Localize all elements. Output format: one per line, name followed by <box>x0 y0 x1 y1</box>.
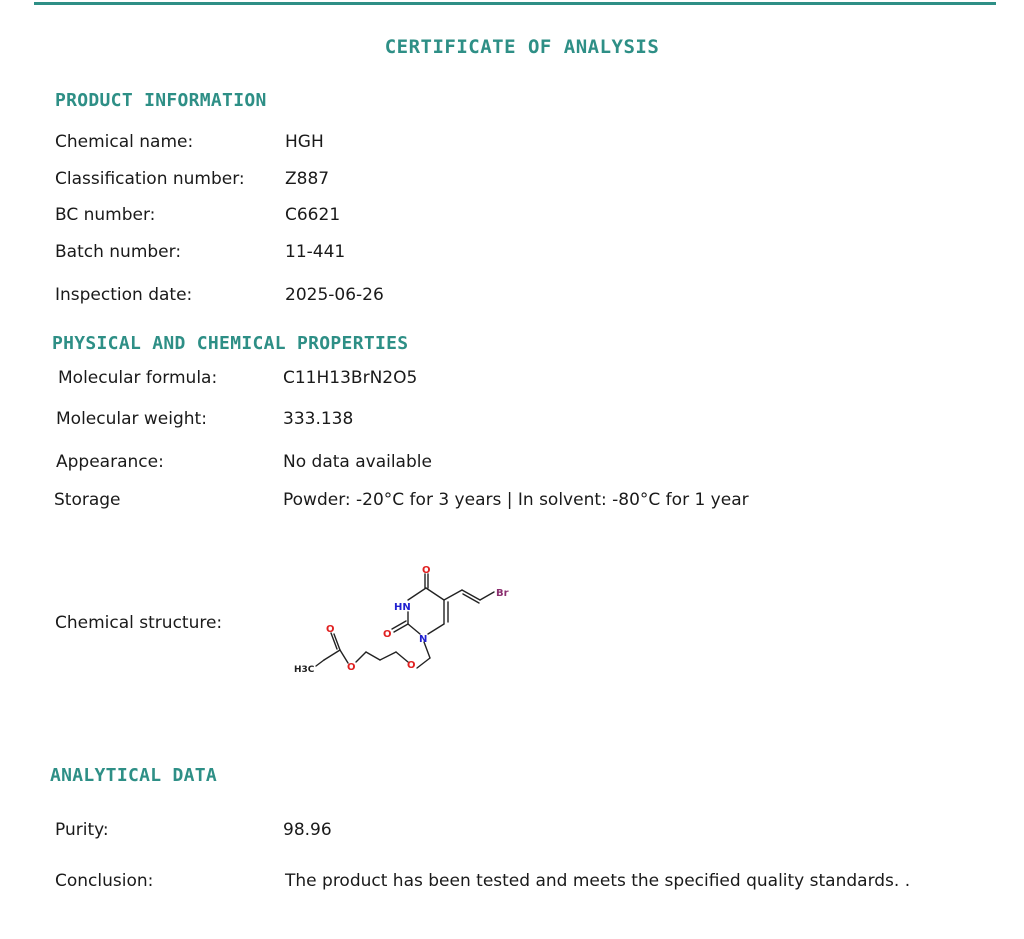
molecular-weight-label: Molecular weight: <box>56 409 207 429</box>
classification-number-value: Z887 <box>285 169 330 189</box>
atom-o-ester-carbonyl: O <box>326 624 335 635</box>
chemical-name-value: HGH <box>285 132 324 152</box>
chemical-structure-diagram <box>282 560 522 690</box>
atom-n: N <box>419 634 428 645</box>
atom-o-carbonyl: O <box>383 629 392 640</box>
molecular-formula-value: C11H13BrN2O5 <box>283 368 418 388</box>
atom-o-ether: O <box>407 660 416 671</box>
section-heading-product-information: PRODUCT INFORMATION <box>55 90 267 111</box>
classification-number-label: Classification number: <box>55 169 245 189</box>
atom-hn: HN <box>394 602 411 613</box>
appearance-label: Appearance: <box>56 452 164 472</box>
molecular-formula-label: Molecular formula: <box>58 368 218 388</box>
chemical-name-label: Chemical name: <box>55 132 194 152</box>
inspection-date-value: 2025-06-26 <box>285 285 384 305</box>
atom-br: Br <box>496 588 509 599</box>
section-heading-physical-chemical: PHYSICAL AND CHEMICAL PROPERTIES <box>52 333 409 354</box>
appearance-value: No data available <box>283 452 432 472</box>
storage-label: Storage <box>54 490 121 510</box>
bc-number-label: BC number: <box>55 205 156 225</box>
page-title: CERTIFICATE OF ANALYSIS <box>384 36 660 58</box>
bc-number-value: C6621 <box>285 205 341 225</box>
conclusion-value: The product has been tested and meets the specified quality standards. . <box>285 871 911 891</box>
purity-label: Purity: <box>55 820 109 840</box>
purity-value: 98.96 <box>283 820 332 840</box>
chemical-structure-label: Chemical structure: <box>55 613 223 633</box>
storage-value: Powder: -20°C for 3 years | In solvent: -80°C for 1 year <box>283 490 749 510</box>
batch-number-label: Batch number: <box>55 242 182 262</box>
atom-h3c: H3C <box>294 665 315 675</box>
section-heading-analytical-data: ANALYTICAL DATA <box>50 765 218 786</box>
atom-o-ester: O <box>347 662 356 673</box>
molecular-weight-value: 333.138 <box>283 409 354 429</box>
conclusion-label: Conclusion: <box>55 871 154 891</box>
batch-number-value: 11-441 <box>285 242 346 262</box>
top-divider <box>34 2 996 5</box>
inspection-date-label: Inspection date: <box>55 285 193 305</box>
atom-o-top: O <box>422 565 431 576</box>
